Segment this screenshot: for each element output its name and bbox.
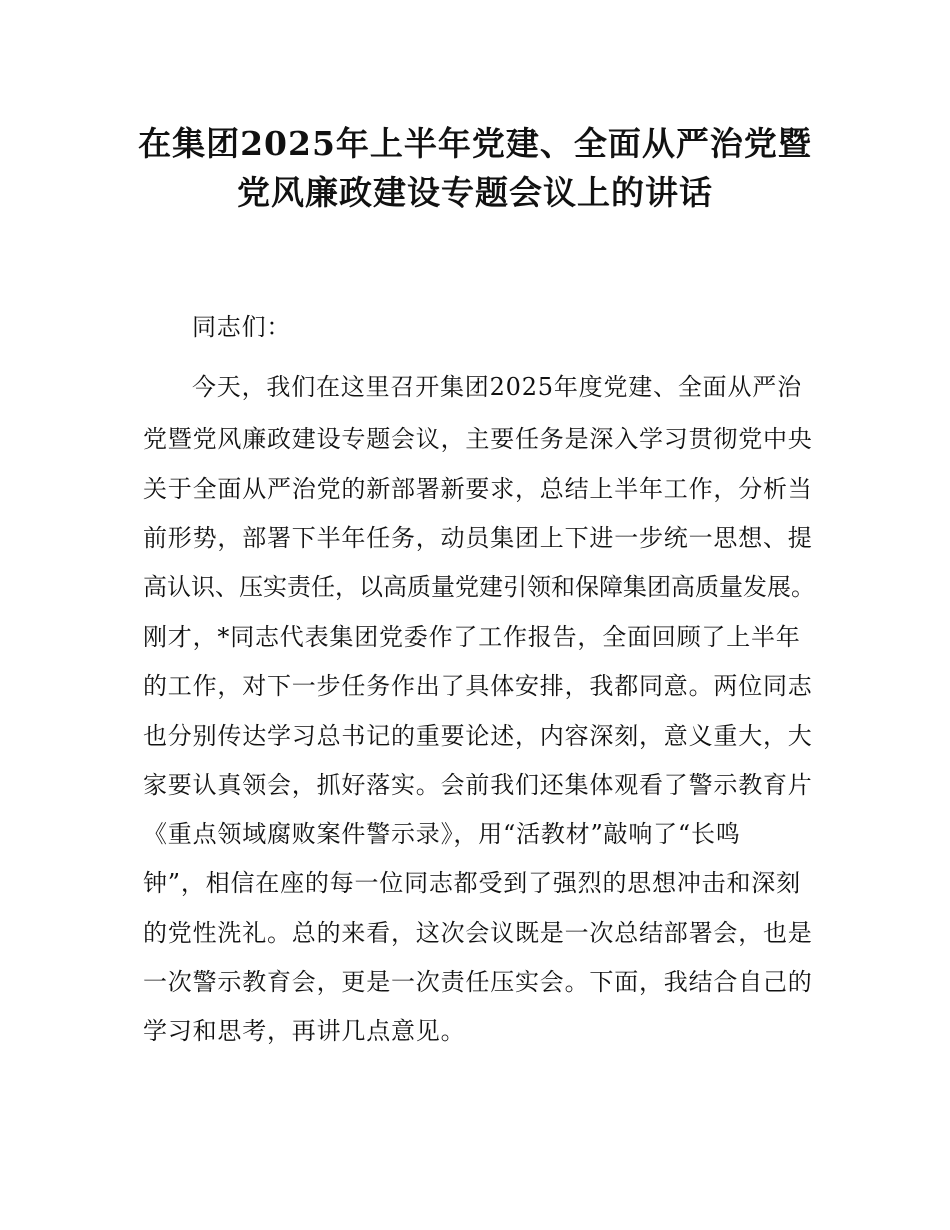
paragraph-line: 的工作，对下一步任务作出了具体安排，我都同意。两位同志	[143, 672, 813, 700]
paragraph-line: 高认识、压实责任，以高质量党建引领和保障集团高质量发展。	[143, 573, 815, 601]
paragraph-line: 关于全面从严治党的新部署新要求，总结上半年工作，分析当	[143, 475, 813, 503]
paragraph-line: 刚才，*同志代表集团党委作了工作报告，全面回顾了上半年	[143, 623, 801, 651]
document-title-line-1: 在集团2025年上半年党建、全面从严治党暨	[138, 124, 812, 163]
paragraph-line: 今天，我们在这里召开集团2025年度党建、全面从严治	[192, 373, 802, 401]
paragraph-line: 也分别传达学习总书记的重要论述，内容深刻，意义重大，大	[143, 722, 813, 750]
paragraph-line: 《重点领域腐败案件警示录》，用“活教材”敲响了“长鸣	[143, 820, 741, 848]
paragraph-line: 钟”，相信在座的每一位同志都受到了强烈的思想冲击和深刻	[143, 869, 801, 897]
salutation: 同志们：	[192, 313, 292, 341]
paragraph-line: 党暨党风廉政建设专题会议，主要任务是深入学习贯彻党中央	[143, 425, 813, 453]
paragraph-line: 学习和思考，再讲几点意见。	[143, 1017, 466, 1045]
paragraph-line: 前形势，部署下半年任务，动员集团上下进一步统一思想、提	[143, 524, 813, 552]
paragraph-line: 一次警示教育会，更是一次责任压实会。下面，我结合自己的	[143, 968, 813, 996]
paragraph-line: 家要认真领会，抓好落实。会前我们还集体观看了警示教育片	[143, 771, 813, 799]
paragraph-line: 的党性洗礼。总的来看，这次会议既是一次总结部署会，也是	[143, 919, 813, 947]
document-title-line-2: 党风廉政建设专题会议上的讲话	[237, 173, 713, 212]
